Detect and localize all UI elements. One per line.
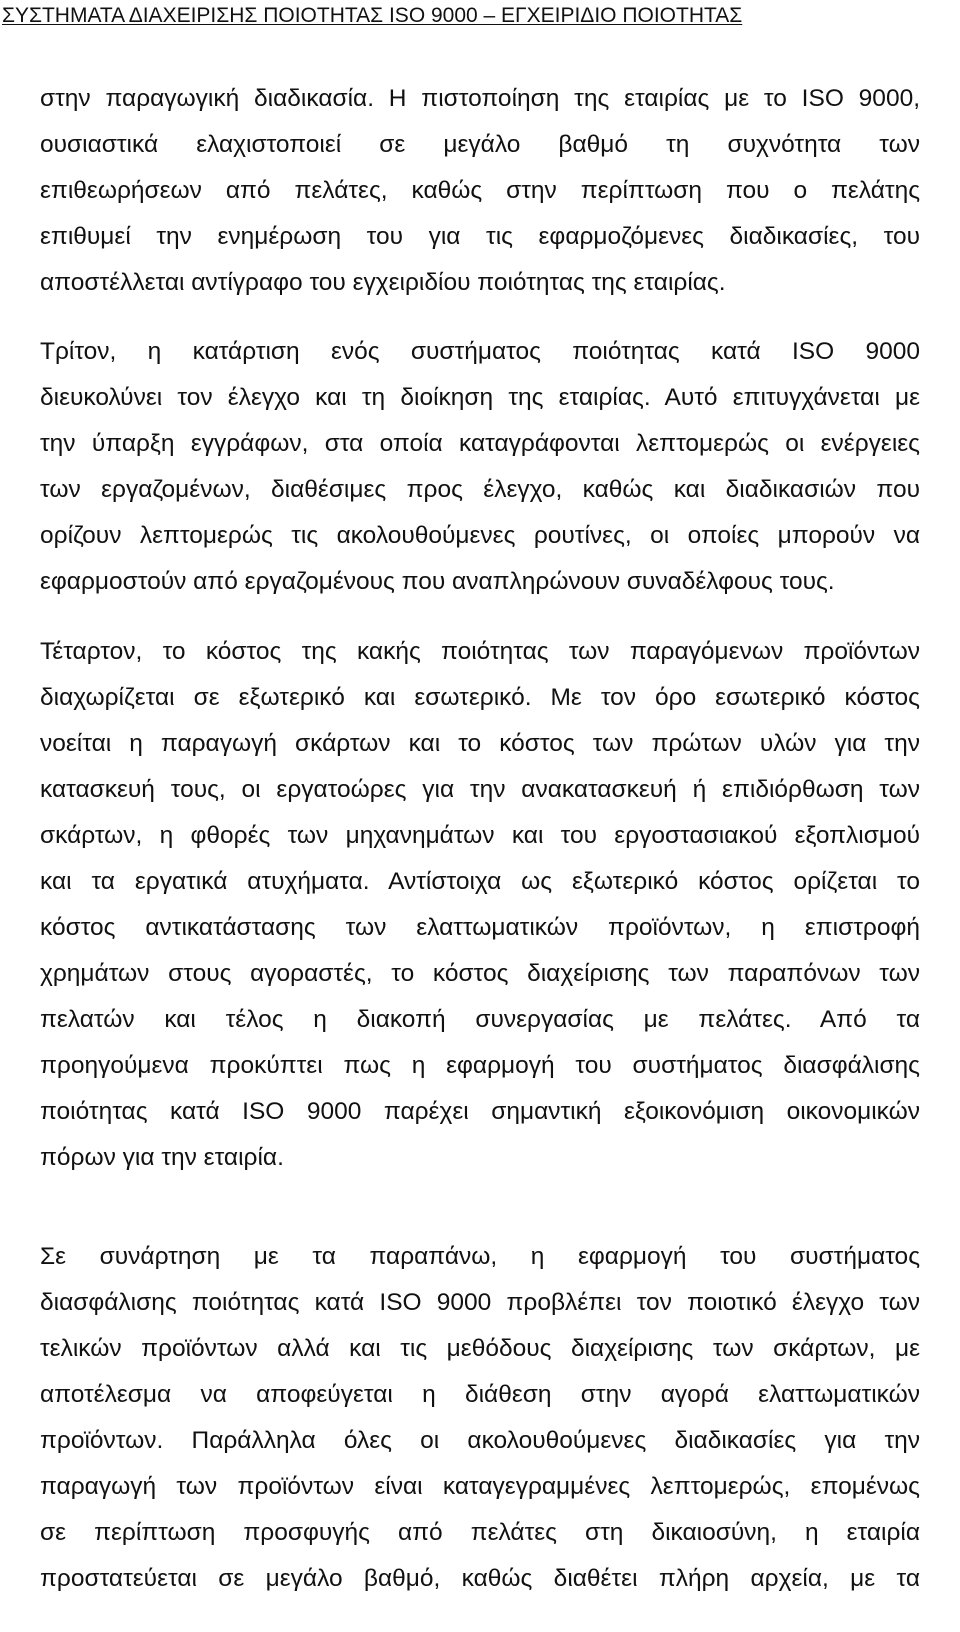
- text-line: πελατών και τέλος η διακοπή συνεργασίας με πελάτες. Από τα: [40, 1006, 920, 1033]
- text-line: Σε συνάρτηση με τα παραπάνω, η εφαρμογή του συστήματος: [40, 1243, 920, 1270]
- text-line: Τρίτον, η κατάρτιση ενός συστήματος ποιότητας κατά ISO 9000: [40, 338, 920, 365]
- paragraph-1: [40, 76, 920, 306]
- text-line: νοείται η παραγωγή σκάρτων και το κόστος των πρώτων υλών για την: [40, 730, 920, 757]
- text-line: στην παραγωγική διαδικασία. Η πιστοποίηση της εταιρίας με το ISO 9000,: [40, 85, 920, 112]
- text-line: και τα εργατικά ατυχήματα. Αντίστοιχα ως εξωτερικό κόστος ορίζεται το: [40, 868, 920, 895]
- text-line: προϊόντων. Παράλληλα όλες οι ακολουθούμενες διαδικασίες για την: [40, 1427, 920, 1454]
- text-line: χρημάτων στους αγοραστές, το κόστος διαχείρισης των παραπόνων των: [40, 960, 920, 987]
- text-line: διευκολύνει τον έλεγχο και τη διοίκηση της εταιρίας. Αυτό επιτυγχάνεται με: [40, 384, 920, 411]
- text-line: αποστέλλεται αντίγραφο του εγχειριδίου ποιότητας της εταιρίας.: [40, 269, 726, 296]
- text-line: ορίζουν λεπτομερώς τις ακολουθούμενες ρουτίνες, οι οποίες μπορούν να: [40, 522, 920, 549]
- text-line: κατασκευή τους, οι εργατοώρες για την ανακατασκευή ή επιδιόρθωση των: [40, 776, 920, 803]
- text-line: ποιότητας κατά ISO 9000 παρέχει σημαντική εξοικονόμιση οικονομικών: [40, 1098, 920, 1125]
- text-line: διασφάλισης ποιότητας κατά ISO 9000 προβλέπει τον ποιοτικό έλεγχο των: [40, 1289, 920, 1316]
- text-line: των εργαζομένων, διαθέσιμες προς έλεγχο, καθώς και διαδικασιών που: [40, 476, 920, 503]
- text-line: πόρων για την εταιρία.: [40, 1144, 284, 1171]
- text-line: παραγωγή των προϊόντων είναι καταγεγραμμένες λεπτομερώς, επομένως: [40, 1473, 920, 1500]
- text-line: την ύπαρξη εγγράφων, στα οποία καταγράφονται λεπτομερώς οι ενέργειες: [40, 430, 920, 457]
- text-line: αποτέλεσμα να αποφεύγεται η διάθεση στην αγορά ελαττωματικών: [40, 1381, 920, 1408]
- text-line: σκάρτων, η φθορές των μηχανημάτων και του εργοστασιακού εξοπλισμού: [40, 822, 920, 849]
- text-line: προστατεύεται σε μεγάλο βαθμό, καθώς διαθέτει πλήρη αρχεία, με τα: [40, 1565, 920, 1592]
- text-line: Τέταρτον, το κόστος της κακής ποιότητας των παραγόμενων προϊόντων: [40, 638, 920, 665]
- text-line: τελικών προϊόντων αλλά και τις μεθόδους διαχείρισης των σκάρτων, με: [40, 1335, 920, 1362]
- paragraph-3: [40, 629, 920, 1181]
- page-header: ΣΥΣΤΗΜΑΤΑ ΔΙΑΧΕΙΡΙΣΗΣ ΠΟΙΟΤΗΤΑΣ ISO 9000 – ΕΓΧΕΙΡΙΔΙΟ ΠΟΙΟΤΗΤΑΣ: [2, 4, 743, 27]
- text-line: διαχωρίζεται σε εξωτερικό και εσωτερικό. Με τον όρο εσωτερικό κόστος: [40, 684, 920, 711]
- text-line: εφαρμοστούν από εργαζομένους που αναπληρώνουν συναδέλφους τους.: [40, 568, 835, 595]
- text-line: επιθεωρήσεων από πελάτες, καθώς στην περίπτωση που ο πελάτης: [40, 177, 920, 204]
- text-line: σε περίπτωση προσφυγής από πελάτες στη δικαιοσύνη, η εταιρία: [40, 1519, 920, 1546]
- text-line: προηγούμενα προκύπτει πως η εφαρμογή του συστήματος διασφάλισης: [40, 1052, 920, 1079]
- paragraph-2: [40, 329, 920, 605]
- text-line: κόστος αντικατάστασης των ελαττωματικών προϊόντων, η επιστροφή: [40, 914, 920, 941]
- text-line: επιθυμεί την ενημέρωση του για τις εφαρμοζόμενες διαδικασίες, του: [40, 223, 920, 250]
- text-line: ουσιαστικά ελαχιστοποιεί σε μεγάλο βαθμό τη συχνότητα των: [40, 131, 920, 158]
- paragraph-4: [40, 1234, 920, 1602]
